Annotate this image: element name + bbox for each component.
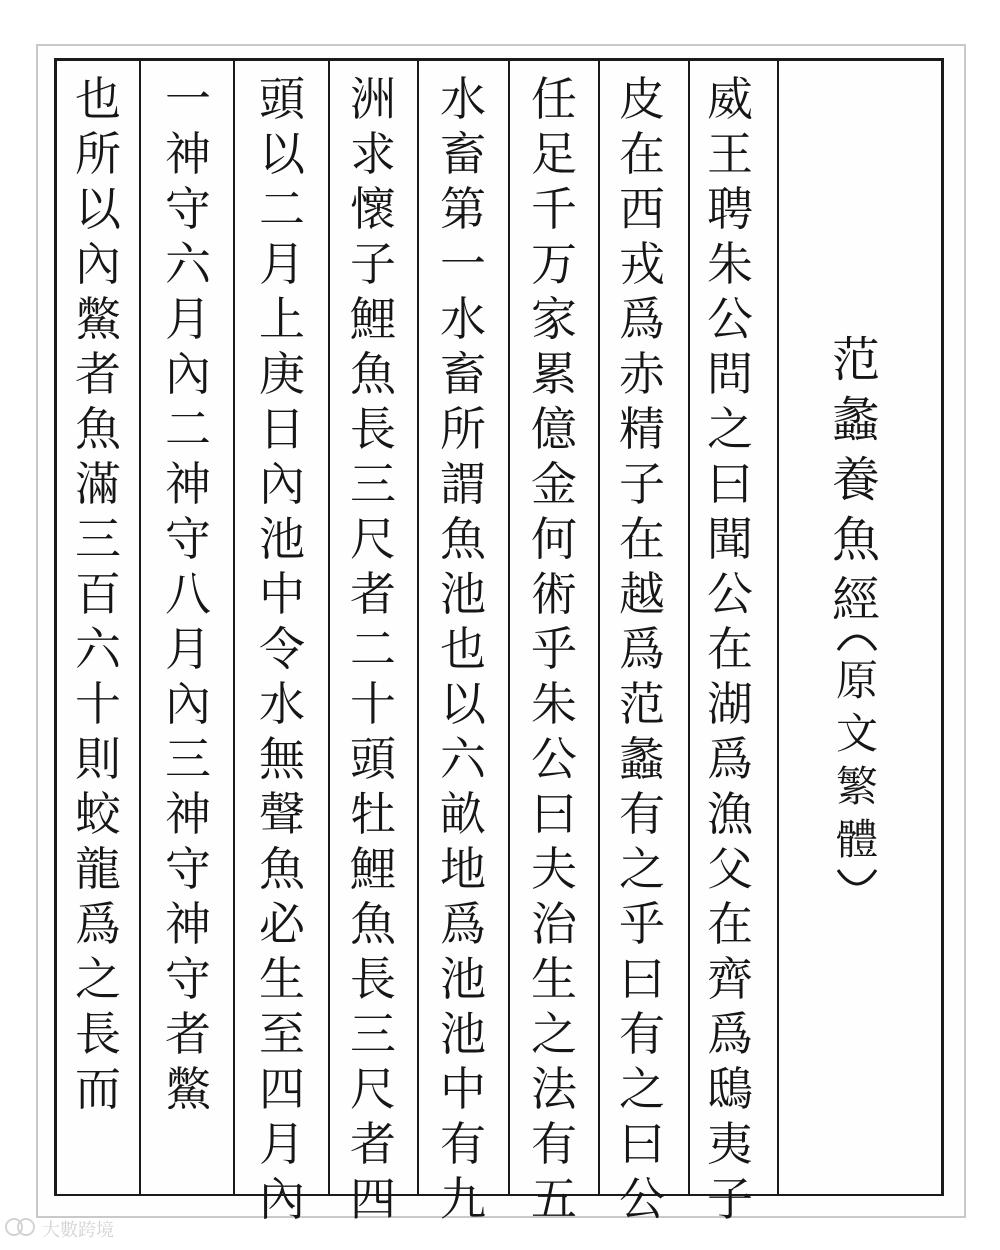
text-column-8 <box>58 72 138 1117</box>
character: 二 <box>259 182 305 236</box>
character: 滿 <box>75 457 121 511</box>
character: 越 <box>619 567 665 621</box>
text-column-1 <box>690 72 770 1227</box>
character: 上 <box>259 292 305 346</box>
character: 第 <box>440 182 486 236</box>
character: 中 <box>440 1062 486 1116</box>
character: 一 <box>440 237 486 291</box>
character: 任 <box>531 72 577 126</box>
character: 無 <box>259 732 305 786</box>
character: 六 <box>440 732 486 786</box>
character: 有 <box>531 1117 577 1171</box>
watermark-text: 大數跨境 <box>42 1220 114 1241</box>
brand-logo-icon <box>4 1216 38 1243</box>
subtitle-character: 文 <box>835 709 878 758</box>
character: 爲 <box>619 292 665 346</box>
character: 鯉 <box>350 292 396 346</box>
character: 二 <box>165 402 211 456</box>
character: 問 <box>707 347 753 401</box>
character: 以 <box>75 182 121 236</box>
character: 中 <box>259 567 305 621</box>
subtitle-character: 原 <box>835 656 878 705</box>
character: 在 <box>707 897 753 951</box>
character: 公 <box>707 292 753 346</box>
character: 赤 <box>619 347 665 401</box>
character: 爲 <box>707 1007 753 1061</box>
character: 術 <box>531 567 577 621</box>
character: 內 <box>165 347 211 401</box>
character: 億 <box>531 402 577 456</box>
character: 曰 <box>707 457 753 511</box>
character: 魚 <box>350 347 396 401</box>
character: 爲 <box>75 897 121 951</box>
character: 牡 <box>350 787 396 841</box>
character: 二 <box>350 622 396 676</box>
text-column-6 <box>242 72 322 1227</box>
character: 聘 <box>707 182 753 236</box>
character: 水 <box>259 677 305 731</box>
character: 守 <box>165 952 211 1006</box>
column-rule <box>508 58 510 1196</box>
character: 西 <box>619 182 665 236</box>
character: 神 <box>165 127 211 181</box>
character: 以 <box>259 127 305 181</box>
character: 守 <box>165 842 211 896</box>
character: 曰 <box>619 1117 665 1171</box>
character: 朱 <box>531 677 577 731</box>
character: 鱉 <box>75 292 121 346</box>
character: 万 <box>531 237 577 291</box>
character: 千 <box>531 182 577 236</box>
character: 在 <box>619 127 665 181</box>
text-column-2 <box>602 72 682 1227</box>
character: 魚 <box>75 402 121 456</box>
character: 魚 <box>350 897 396 951</box>
character: 公 <box>619 1172 665 1226</box>
character: 魚 <box>259 842 305 896</box>
character: 池 <box>440 952 486 1006</box>
column-rule <box>328 58 330 1196</box>
character: 四 <box>350 1172 396 1226</box>
character: 也 <box>440 622 486 676</box>
character: 六 <box>165 237 211 291</box>
character: 王 <box>707 127 753 181</box>
close-paren-icon <box>832 866 882 900</box>
character: 生 <box>531 952 577 1006</box>
character: 有 <box>619 787 665 841</box>
character: 十 <box>350 677 396 731</box>
character: 爲 <box>440 897 486 951</box>
column-rule <box>777 58 779 1196</box>
character: 月 <box>259 1117 305 1171</box>
character: 頭 <box>259 72 305 126</box>
character: 一 <box>165 72 211 126</box>
character: 爲 <box>707 732 753 786</box>
character: 也 <box>75 72 121 126</box>
subtitle-character: 繁 <box>835 762 878 811</box>
character: 神 <box>165 457 211 511</box>
character: 乎 <box>531 622 577 676</box>
character: 畜 <box>440 347 486 401</box>
character: 庚 <box>259 347 305 401</box>
character: 乎 <box>619 897 665 951</box>
character: 蛟 <box>75 787 121 841</box>
character: 之 <box>619 1062 665 1116</box>
character: 神 <box>165 897 211 951</box>
title-character: 蠡 <box>831 392 880 448</box>
open-paren-icon <box>832 620 882 654</box>
character: 范 <box>619 677 665 731</box>
character: 聞 <box>707 512 753 566</box>
character: 八 <box>165 567 211 621</box>
character: 五 <box>531 1172 577 1226</box>
character: 池 <box>259 512 305 566</box>
character: 爲 <box>619 622 665 676</box>
column-rule <box>598 58 600 1196</box>
character: 懷 <box>350 182 396 236</box>
character: 所 <box>440 402 486 456</box>
character: 內 <box>75 237 121 291</box>
column-rule <box>417 58 419 1196</box>
character: 之 <box>619 842 665 896</box>
character: 子 <box>619 457 665 511</box>
character: 月 <box>165 292 211 346</box>
character: 夷 <box>707 1117 753 1171</box>
character: 治 <box>531 897 577 951</box>
character: 月 <box>259 237 305 291</box>
page-subtitle <box>826 620 888 900</box>
character: 三 <box>350 457 396 511</box>
character: 有 <box>440 1117 486 1171</box>
text-column-3 <box>514 72 594 1227</box>
character: 在 <box>619 512 665 566</box>
character: 夫 <box>531 842 577 896</box>
character: 鴟 <box>707 1062 753 1116</box>
character: 生 <box>259 952 305 1006</box>
character: 求 <box>350 127 396 181</box>
character: 內 <box>259 457 305 511</box>
character: 則 <box>75 732 121 786</box>
character: 公 <box>531 732 577 786</box>
character: 子 <box>707 1172 753 1226</box>
column-rule <box>233 58 235 1196</box>
character: 家 <box>531 292 577 346</box>
character: 累 <box>531 347 577 401</box>
character: 長 <box>75 1007 121 1061</box>
character: 蠡 <box>619 732 665 786</box>
character: 月 <box>165 622 211 676</box>
character: 必 <box>259 897 305 951</box>
character: 百 <box>75 567 121 621</box>
character: 三 <box>350 1007 396 1061</box>
character: 九 <box>440 1172 486 1226</box>
character: 至 <box>259 1007 305 1061</box>
character: 長 <box>350 402 396 456</box>
character: 地 <box>440 842 486 896</box>
character: 鯉 <box>350 842 396 896</box>
column-rule <box>139 58 141 1196</box>
character: 法 <box>531 1062 577 1116</box>
text-column-7 <box>148 72 228 1117</box>
character: 三 <box>75 512 121 566</box>
character: 十 <box>75 677 121 731</box>
title-character: 魚 <box>831 512 880 568</box>
character: 龍 <box>75 842 121 896</box>
character: 之 <box>531 1007 577 1061</box>
title-character: 經 <box>831 572 880 628</box>
character: 守 <box>165 182 211 236</box>
character: 四 <box>259 1062 305 1116</box>
character: 曰 <box>531 787 577 841</box>
character: 公 <box>707 567 753 621</box>
character: 者 <box>165 1007 211 1061</box>
character: 之 <box>75 952 121 1006</box>
character: 六 <box>75 622 121 676</box>
character: 池 <box>440 567 486 621</box>
character: 長 <box>350 952 396 1006</box>
character: 者 <box>350 567 396 621</box>
character: 金 <box>531 457 577 511</box>
character: 神 <box>165 787 211 841</box>
character: 齊 <box>707 952 753 1006</box>
character: 鱉 <box>165 1062 211 1116</box>
watermark <box>4 1214 114 1244</box>
character: 足 <box>531 127 577 181</box>
character: 三 <box>165 732 211 786</box>
character: 朱 <box>707 237 753 291</box>
character: 魚 <box>440 512 486 566</box>
character: 頭 <box>350 732 396 786</box>
character: 何 <box>531 512 577 566</box>
character: 者 <box>75 347 121 401</box>
character: 漁 <box>707 787 753 841</box>
character: 洲 <box>350 72 396 126</box>
text-column-4 <box>423 72 503 1227</box>
character: 畜 <box>440 127 486 181</box>
subtitle-character: 體 <box>835 815 878 864</box>
character: 所 <box>75 127 121 181</box>
character: 有 <box>619 1007 665 1061</box>
character: 戎 <box>619 237 665 291</box>
page-title <box>822 330 890 630</box>
character: 尺 <box>350 512 396 566</box>
character: 尺 <box>350 1062 396 1116</box>
character: 池 <box>440 1007 486 1061</box>
character: 皮 <box>619 72 665 126</box>
character: 水 <box>440 292 486 346</box>
character: 之 <box>707 402 753 456</box>
title-character: 養 <box>831 452 880 508</box>
character: 精 <box>619 402 665 456</box>
character: 內 <box>259 1172 305 1226</box>
character: 而 <box>75 1062 121 1116</box>
character: 令 <box>259 622 305 676</box>
character: 日 <box>259 402 305 456</box>
title-character: 范 <box>831 332 880 388</box>
character: 威 <box>707 72 753 126</box>
character: 在 <box>707 622 753 676</box>
character: 守 <box>165 512 211 566</box>
character: 聲 <box>259 787 305 841</box>
character: 子 <box>350 237 396 291</box>
character: 內 <box>165 677 211 731</box>
character: 父 <box>707 842 753 896</box>
character: 水 <box>440 72 486 126</box>
character: 湖 <box>707 677 753 731</box>
character: 者 <box>350 1117 396 1171</box>
character: 畝 <box>440 787 486 841</box>
character: 曰 <box>619 952 665 1006</box>
character: 謂 <box>440 457 486 511</box>
text-column-5 <box>333 72 413 1227</box>
character: 以 <box>440 677 486 731</box>
